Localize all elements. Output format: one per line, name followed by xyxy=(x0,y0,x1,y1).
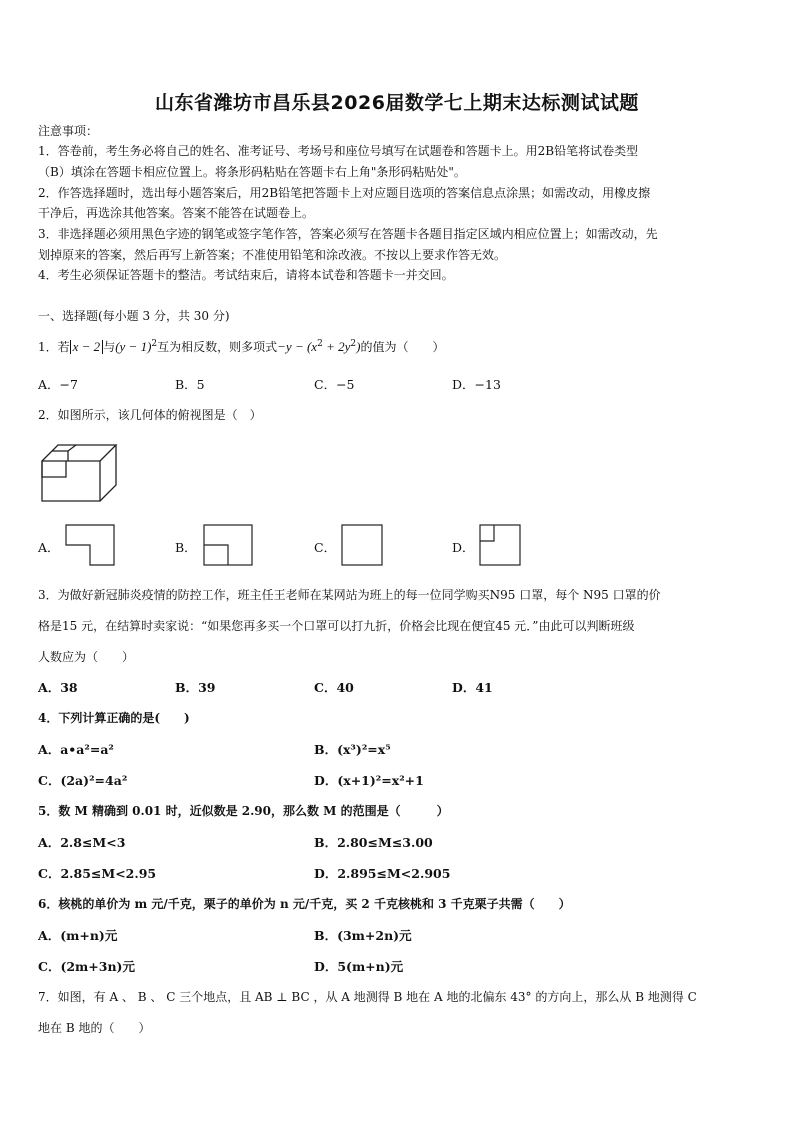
q2-option-c-label: C． xyxy=(314,540,337,555)
notice-line: 3．非选择题必须用黑色字迹的钢笔或签字笔作答，答案必须写在答题卡各题目指定区域内相应位置上；如需改动，先 xyxy=(38,227,658,241)
question-7-line: 地在 B 地的（ ） xyxy=(38,1021,151,1035)
q3-option-b: B．39 xyxy=(175,680,216,695)
q2-option-c-figure xyxy=(340,523,386,567)
question-1 xyxy=(38,338,444,355)
notice-line: 干净后，再选涂其他答案。答案不能答在试题卷上。 xyxy=(38,206,315,220)
q2-option-b-figure xyxy=(202,523,256,567)
q1-suffix: 的值为（ ） xyxy=(360,340,445,354)
q5-option-d: D．2.895≤M<2.905 xyxy=(314,866,451,881)
q6-option-a: A．(m+n)元 xyxy=(38,928,118,943)
solid-figure xyxy=(38,437,128,503)
q2-option-a-figure xyxy=(64,523,118,567)
q1-option-c: C．−5 xyxy=(314,377,355,392)
question-3-line: 3．为做好新冠肺炎疫情的防控工作，班主任王老师在某网站为班上的每一位同学购买N95 口罩，每个 N95 口罩的价 xyxy=(38,588,661,602)
q1-poly-b: + 2y xyxy=(322,339,351,354)
notice-line: （B）填涂在答题卡相应位置上。将条形码粘贴在答题卡右上角"条形码粘贴处"。 xyxy=(38,165,466,179)
question-4: 4．下列计算正确的是( ) xyxy=(38,711,190,725)
section-heading: 一、选择题(每小题 3 分，共 30 分) xyxy=(38,309,230,323)
q1-option-a: A．−7 xyxy=(38,377,78,392)
notice-line: 4．考生必须保证答题卡的整洁。考试结束后，请将本试卷和答题卡一并交回。 xyxy=(38,268,454,282)
page-title: 山东省潍坊市昌乐县2026届数学七上期末达标测试试题 xyxy=(155,92,639,114)
q3-option-d: D．41 xyxy=(452,680,493,695)
q2-option-d-label: D． xyxy=(452,540,475,555)
question-2: 2．如图所示，该几何体的俯视图是（ ） xyxy=(38,408,262,422)
q6-option-c: C．(2m+3n)元 xyxy=(38,959,135,974)
q1-prefix: 1．若 xyxy=(38,340,70,354)
q5-option-c: C．2.85≤M<2.95 xyxy=(38,866,157,881)
question-7-line: 7．如图，有 A 、 B 、 C 三个地点，且 AB ⊥ BC ，从 A 地测得 B 地在 A 地的北偏东 43° 的方向上，那么从 B 地测得 C xyxy=(38,990,697,1004)
question-6: 6．核桃的单价为 m 元/千克，栗子的单价为 n 元/千克，买 2 千克核桃和 3 千克栗子共需（ ） xyxy=(38,897,571,911)
q1-abs: x − 2 xyxy=(70,340,104,354)
q2-option-d-figure xyxy=(478,523,524,567)
q5-option-a: A．2.8≤M<3 xyxy=(38,835,126,850)
notice-line: 2．作答选择题时，选出每小题答案后，用2B铅笔把答题卡上对应题目选项的答案信息点涂黑；如需改动，用橡皮擦 xyxy=(38,186,651,200)
q3-option-c: C．40 xyxy=(314,680,354,695)
q6-option-b: B．(3m+2n)元 xyxy=(314,928,412,943)
q5-option-b: B．2.80≤M≤3.00 xyxy=(314,835,433,850)
q1-poly-exp1: 2 xyxy=(317,339,323,349)
q2-option-a-label: A． xyxy=(38,540,60,555)
q4-option-c: C．(2a)²=4a² xyxy=(38,773,128,788)
q3-option-a: A．38 xyxy=(38,680,78,695)
q1-exp: 2 xyxy=(151,339,158,349)
q1-option-b: B．5 xyxy=(175,377,205,392)
q2-option-b-label: B． xyxy=(175,540,197,555)
q1-option-d: D．−13 xyxy=(452,377,501,392)
q1-poly-a: −y − (x xyxy=(277,339,318,354)
q1-mid1: 与 xyxy=(103,340,116,354)
notice-line: 划掉原来的答案，然后再写上新答案；不准使用铅笔和涂改液。不按以上要求作答无效。 xyxy=(38,248,507,262)
notice-line: 1．答卷前，考生务必将自己的姓名、准考证号、考场号和座位号填写在试题卷和答题卡上。用2B铅笔将试卷类型 xyxy=(38,144,639,158)
question-3-line: 人数应为（ ） xyxy=(38,650,135,664)
q4-option-d: D．(x+1)²=x²+1 xyxy=(314,773,424,788)
question-5: 5．数 M 精确到 0.01 时，近似数是 2.90，那么数 M 的范围是（ ） xyxy=(38,804,449,818)
q1-poly-c: ) xyxy=(356,339,361,354)
q1-poly-exp2: 2 xyxy=(350,339,357,349)
q1-mid2: 互为相反数，则多项式 xyxy=(157,340,278,354)
notice-heading: 注意事项： xyxy=(38,124,99,138)
q4-option-b: B．(x³)²=x⁵ xyxy=(314,742,391,757)
q6-option-d: D．5(m+n)元 xyxy=(314,959,404,974)
q1-base: (y − 1) xyxy=(115,339,152,354)
question-3-line: 格是15 元，在结算时卖家说：“如果您再多买一个口罩可以打九折，价格会比现在便宜45 元．”由此可以判断班级 xyxy=(38,619,635,633)
q4-option-a: A．a•a²=a² xyxy=(38,742,114,757)
